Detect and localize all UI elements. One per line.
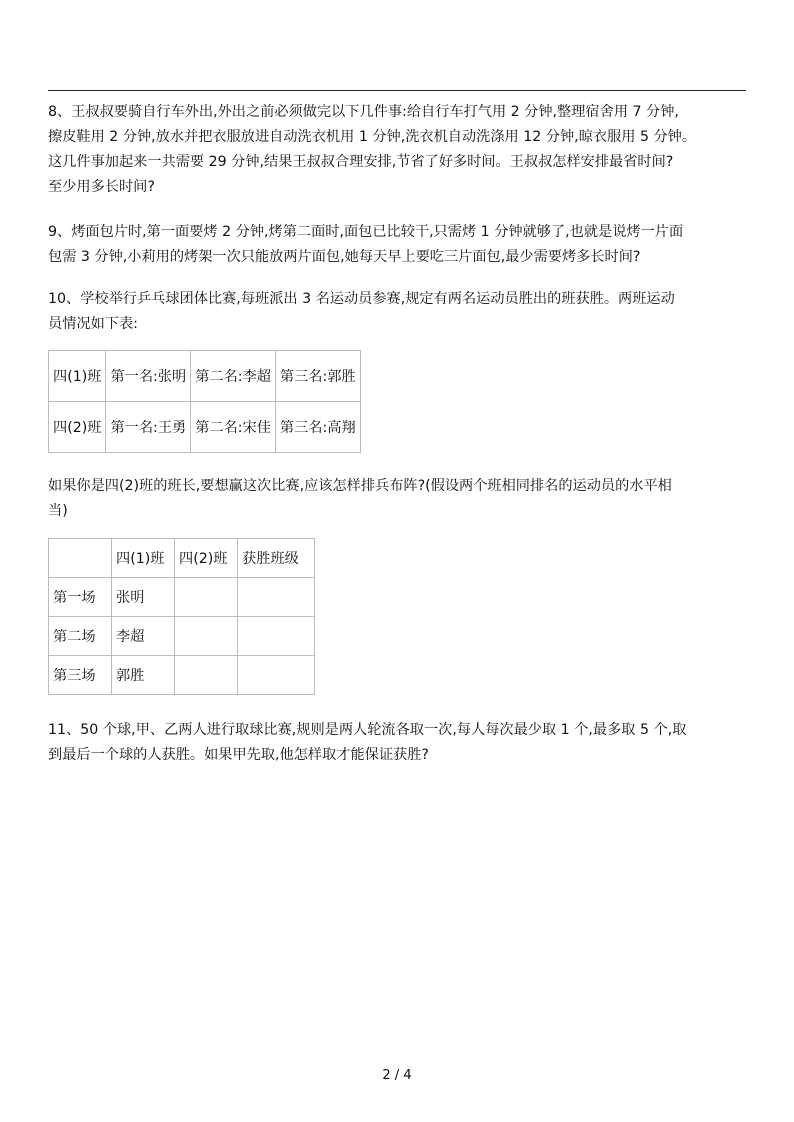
q8-line: 至少用多长时间?	[48, 179, 155, 195]
question-8	[48, 100, 748, 200]
table-cell: 张明	[112, 578, 175, 617]
question-9	[48, 220, 748, 270]
table-cell: 第二名:李超	[191, 351, 276, 402]
table-header-cell: 四(2)班	[175, 539, 238, 578]
answer-cell	[175, 656, 238, 695]
q8-line: 这几件事加起来一共需要 29 分钟,结果王叔叔合理安排,节省了好多时间。王叔叔怎样安排最省时间?	[48, 154, 674, 170]
table-cell: 第三名:高翔	[275, 402, 360, 453]
answer-cell	[175, 578, 238, 617]
q8-line: 擦皮鞋用 2 分钟,放水并把衣服放进自动洗衣机用 1 分钟,洗衣机自动洗涤用 12 分钟,晾衣服用 5 分钟。	[48, 129, 697, 145]
q10-prompt-line: 当)	[48, 503, 68, 519]
table-cell: 第二场	[49, 617, 112, 656]
q11-line: 11、50 个球,甲、乙两人进行取球比赛,规则是两人轮流各取一次,每人每次最少取 1 个,最多取 5 个,取	[48, 722, 687, 738]
table-header-cell: 四(1)班	[112, 539, 175, 578]
q10-prompt-line: 如果你是四(2)班的班长,要想赢这次比赛,应该怎样排兵布阵?(假设两个班相同排名的运动员的水平相	[48, 478, 672, 494]
table-cell: 第一名:王勇	[106, 402, 191, 453]
table-cell: 第一名:张明	[106, 351, 191, 402]
table-header-cell: 获胜班级	[238, 539, 315, 578]
table-cell: 第三名:郭胜	[275, 351, 360, 402]
table-row	[49, 617, 315, 656]
table-row	[49, 402, 361, 453]
athletes-table	[48, 350, 361, 453]
table-cell: 第三场	[49, 656, 112, 695]
q11-line: 到最后一个球的人获胜。如果甲先取,他怎样取才能保证获胜?	[48, 747, 429, 763]
table-cell: 李超	[112, 617, 175, 656]
table-header-row	[49, 539, 315, 578]
table-cell: 郭胜	[112, 656, 175, 695]
q8-line: 8、王叔叔要骑自行车外出,外出之前必须做完以下几件事:给自行车打气用 2 分钟,整理宿舍用 7 分钟,	[48, 104, 679, 120]
q9-line: 包需 3 分钟,小莉用的烤架一次只能放两片面包,她每天早上要吃三片面包,最少需要烤多长时间?	[48, 249, 641, 265]
q10-line: 员情况如下表:	[48, 316, 138, 332]
table-cell: 第一场	[49, 578, 112, 617]
answer-cell	[238, 578, 315, 617]
table-row	[49, 656, 315, 695]
answer-cell	[238, 617, 315, 656]
table-row	[49, 351, 361, 402]
question-11	[48, 718, 748, 768]
table-cell: 四(1)班	[49, 351, 106, 402]
table-cell: 四(2)班	[49, 402, 106, 453]
table-header-cell	[49, 539, 112, 578]
answer-cell	[238, 656, 315, 695]
q10-line: 10、学校举行乒乓球团体比赛,每班派出 3 名运动员参赛,规定有两名运动员胜出的班获胜。两班运动	[48, 291, 675, 307]
table-cell: 第二名:宋佳	[191, 402, 276, 453]
question-10-prompt	[48, 474, 748, 524]
q9-line: 9、烤面包片时,第一面要烤 2 分钟,烤第二面时,面包已比较干,只需烤 1 分钟就够了,也就是说烤一片面	[48, 224, 684, 240]
page-number: 2 / 4	[382, 1068, 412, 1083]
table-row	[49, 578, 315, 617]
header-rule	[48, 90, 746, 91]
answer-cell	[175, 617, 238, 656]
question-10	[48, 287, 748, 337]
match-arrangement-table	[48, 538, 315, 695]
